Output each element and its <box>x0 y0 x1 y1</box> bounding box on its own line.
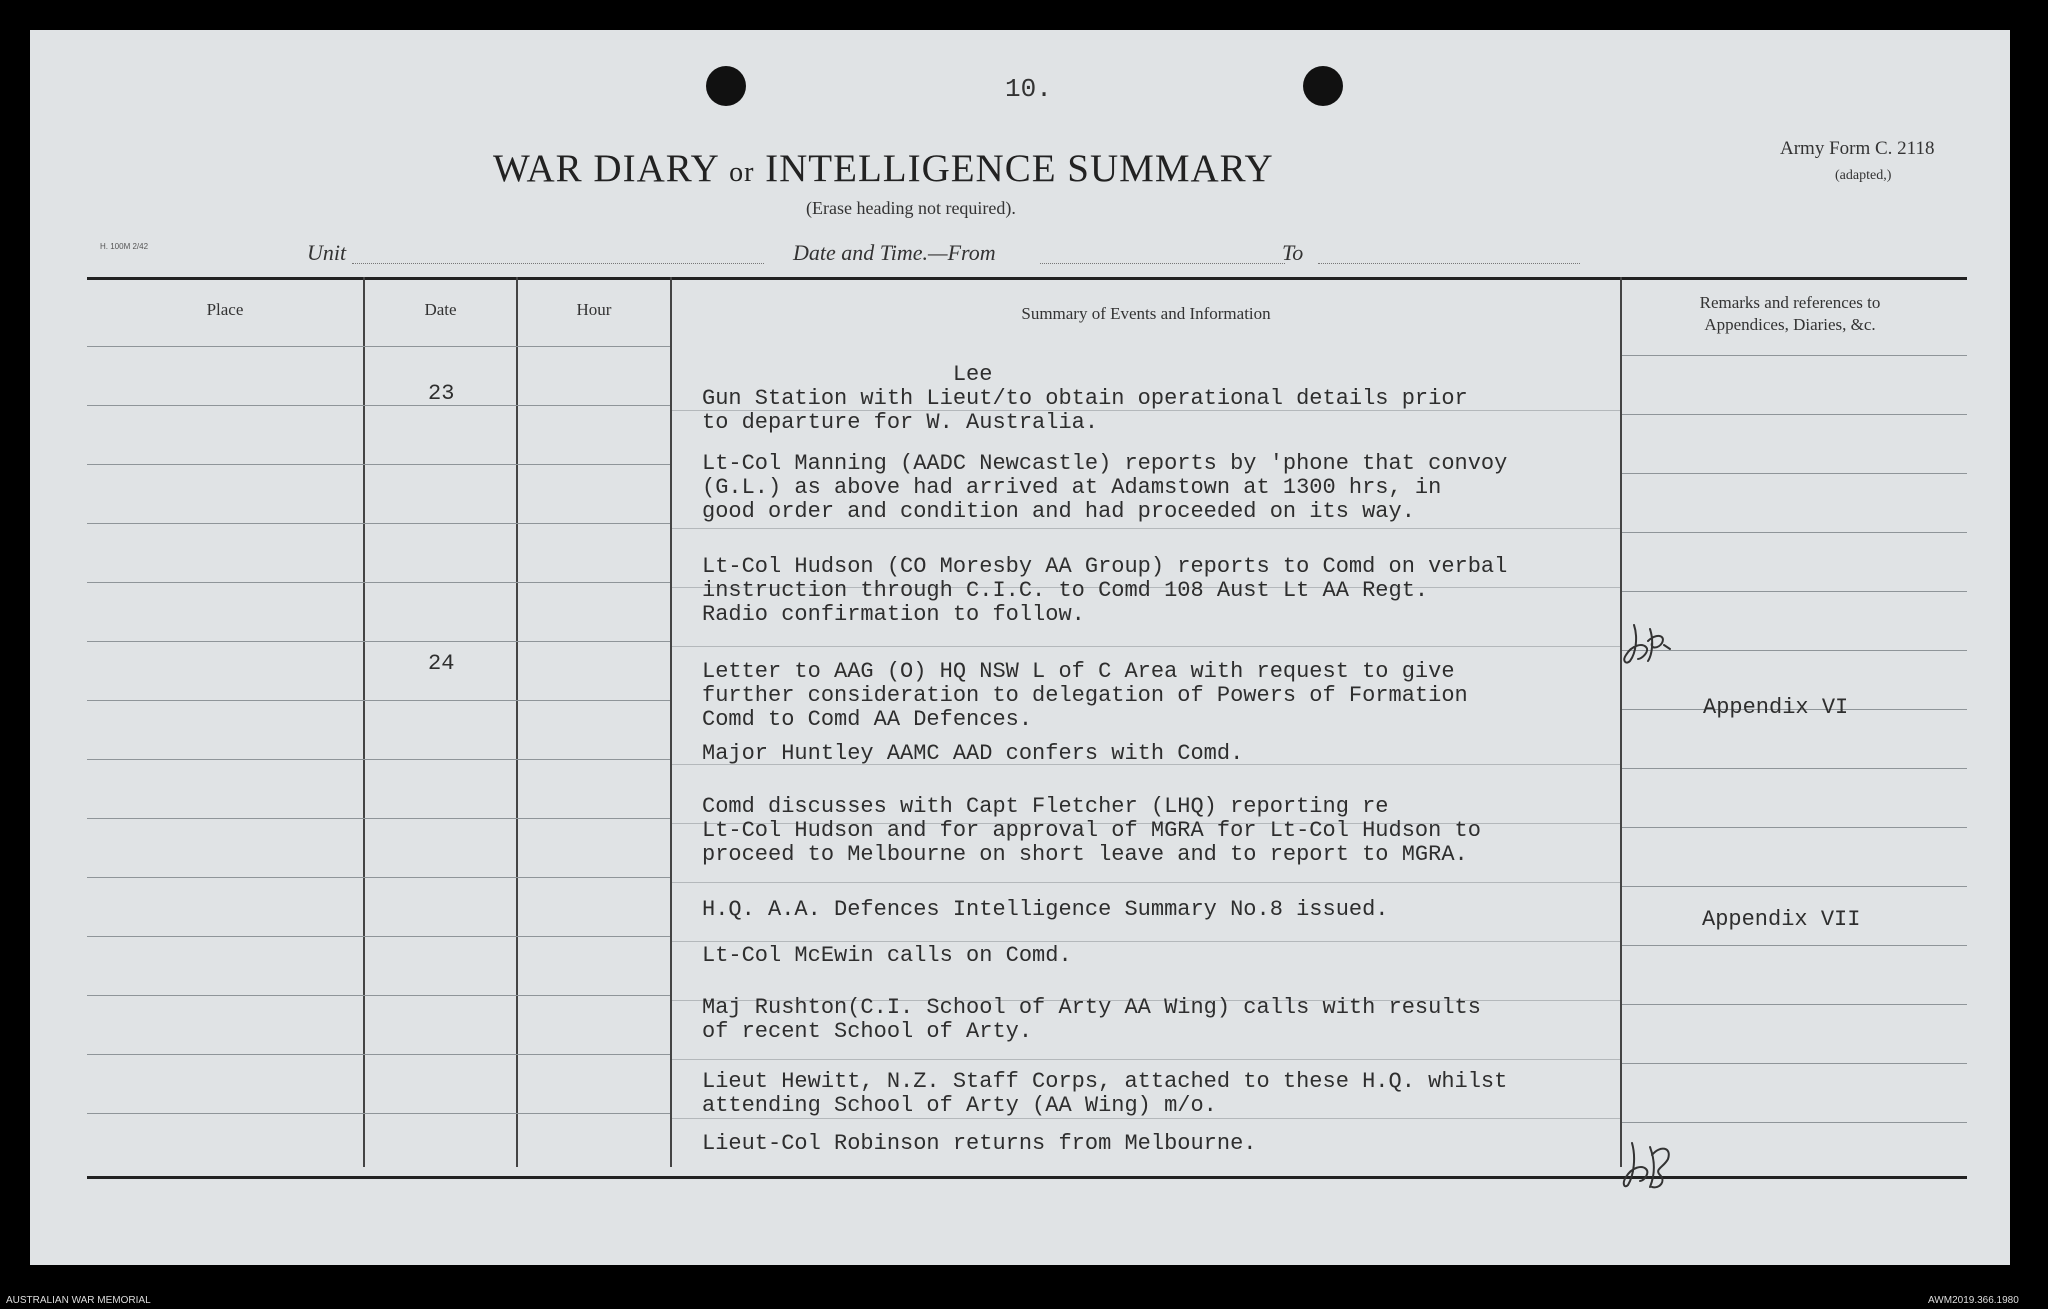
ruled-line <box>1622 355 1967 356</box>
ruled-line <box>1622 768 1967 769</box>
column-header-place: Place <box>206 300 244 319</box>
ruled-line <box>672 1059 1620 1060</box>
heading-note: (Erase heading not required). <box>806 198 1016 218</box>
ruled-line <box>87 1113 670 1114</box>
diary-entry: Comd discusses with Capt Fletcher (LHQ) reporting re Lt-Col Hudson and for approval of MGRA for Lt-Col Hudson to proceed to Melbourne on short leave and to report to MGRA. <box>702 794 1481 867</box>
date-to-line <box>1318 263 1580 264</box>
diary-entry: Lt-Col McEwin calls on Comd. <box>702 943 1072 968</box>
diary-entry: Maj Rushton(C.I. School of Arty AA Wing) calls with results of recent School of Arty. <box>702 995 1481 1044</box>
ruled-line <box>1622 1063 1967 1064</box>
footer-credit: AUSTRALIAN WAR MEMORIAL <box>6 1295 151 1306</box>
diary-entry: Lieut-Col Robinson returns from Melbourne. <box>702 1131 1257 1156</box>
appendix-reference: Appendix VII <box>1702 907 1861 932</box>
entry-date: 24 <box>428 651 455 676</box>
form-adapted: (adapted,) <box>1835 168 1892 183</box>
column-divider <box>363 277 365 1167</box>
to-label: To <box>1282 240 1304 265</box>
column-header-hour: Hour <box>576 300 612 319</box>
ruled-line <box>87 995 670 996</box>
ruled-line <box>1622 827 1967 828</box>
ruled-line <box>1622 886 1967 887</box>
diary-entry: Lieut Hewitt, N.Z. Staff Corps, attached to these H.Q. whilst attending School of Arty (AA Wing) m/o. <box>702 1069 1508 1118</box>
entry-date: 23 <box>428 381 455 406</box>
print-code: H. 100M 2/42 <box>100 242 149 251</box>
diary-entry: Letter to AAG (O) HQ NSW L of C Area with request to give further consideration to delegation of Powers of Formation Comd to Comd AA Defences. <box>702 659 1468 732</box>
ruled-line <box>87 759 670 760</box>
ruled-line <box>87 700 670 701</box>
ruled-line <box>87 405 670 406</box>
form-number: Army Form C. 2118 <box>1780 138 1935 159</box>
page-title: WAR DIARY or INTELLIGENCE SUMMARY <box>493 147 1274 190</box>
diary-entry: Lt-Col Hudson (CO Moresby AA Group) reports to Comd on verbal instruction through C.I.C. to Comd 108 Aust Lt AA Regt. Radio confirmation to follow. <box>702 554 1508 627</box>
column-header-summary: Summary of Events and Information <box>1021 304 1271 323</box>
handwritten-initials <box>1620 1135 1690 1195</box>
ruled-line <box>1622 591 1967 592</box>
page-number: 10. <box>1005 74 1052 104</box>
punch-hole-left <box>706 66 746 106</box>
ruled-line <box>672 646 1620 647</box>
diary-entry: Lee Gun Station with Lieut/to obtain operational details prior to departure for W. Australia. <box>702 362 1468 435</box>
date-time-label: Date and Time.—From <box>793 240 996 265</box>
column-divider <box>516 277 518 1167</box>
ruled-line <box>1622 1122 1967 1123</box>
ruled-line <box>87 582 670 583</box>
diary-entry: Major Huntley AAMC AAD confers with Comd. <box>702 741 1244 766</box>
ruled-line <box>87 818 670 819</box>
ruled-line <box>1622 1004 1967 1005</box>
ruled-line <box>672 528 1620 529</box>
column-header-remarks: Remarks and references to Appendices, Diaries, &c. <box>1699 293 1881 334</box>
war-diary-sheet <box>30 30 2010 1265</box>
ruled-line <box>672 1118 1620 1119</box>
ruled-line <box>87 936 670 937</box>
table-top-rule <box>87 277 1967 280</box>
ruled-line <box>1622 945 1967 946</box>
unit-label: Unit <box>307 240 347 265</box>
ruled-line <box>672 882 1620 883</box>
date-from-line <box>1040 263 1285 264</box>
ruled-line <box>87 523 670 524</box>
ruled-line <box>87 346 670 347</box>
ruled-line <box>1622 532 1967 533</box>
appendix-reference: Appendix VI <box>1703 695 1849 720</box>
diary-entry: Lt-Col Manning (AADC Newcastle) reports by 'phone that convoy (G.L.) as above had arrived at Adamstown at 1300 hrs, in good order and condition and had proceeded on its way. <box>702 451 1508 524</box>
diary-entry: H.Q. A.A. Defences Intelligence Summary No.8 issued. <box>702 897 1389 922</box>
ruled-line <box>1622 473 1967 474</box>
column-divider <box>1620 277 1622 1167</box>
ruled-line <box>87 877 670 878</box>
unit-field-line <box>352 263 764 264</box>
punch-hole-right <box>1303 66 1343 106</box>
handwritten-initials <box>1620 615 1690 670</box>
ruled-line <box>1622 414 1967 415</box>
footer-catalogue-id: AWM2019.366.1980 <box>1928 1295 2019 1306</box>
ruled-line <box>87 464 670 465</box>
ruled-line <box>87 641 670 642</box>
column-header-date: Date <box>424 300 457 319</box>
ruled-line <box>87 1054 670 1055</box>
ruled-line <box>672 941 1620 942</box>
